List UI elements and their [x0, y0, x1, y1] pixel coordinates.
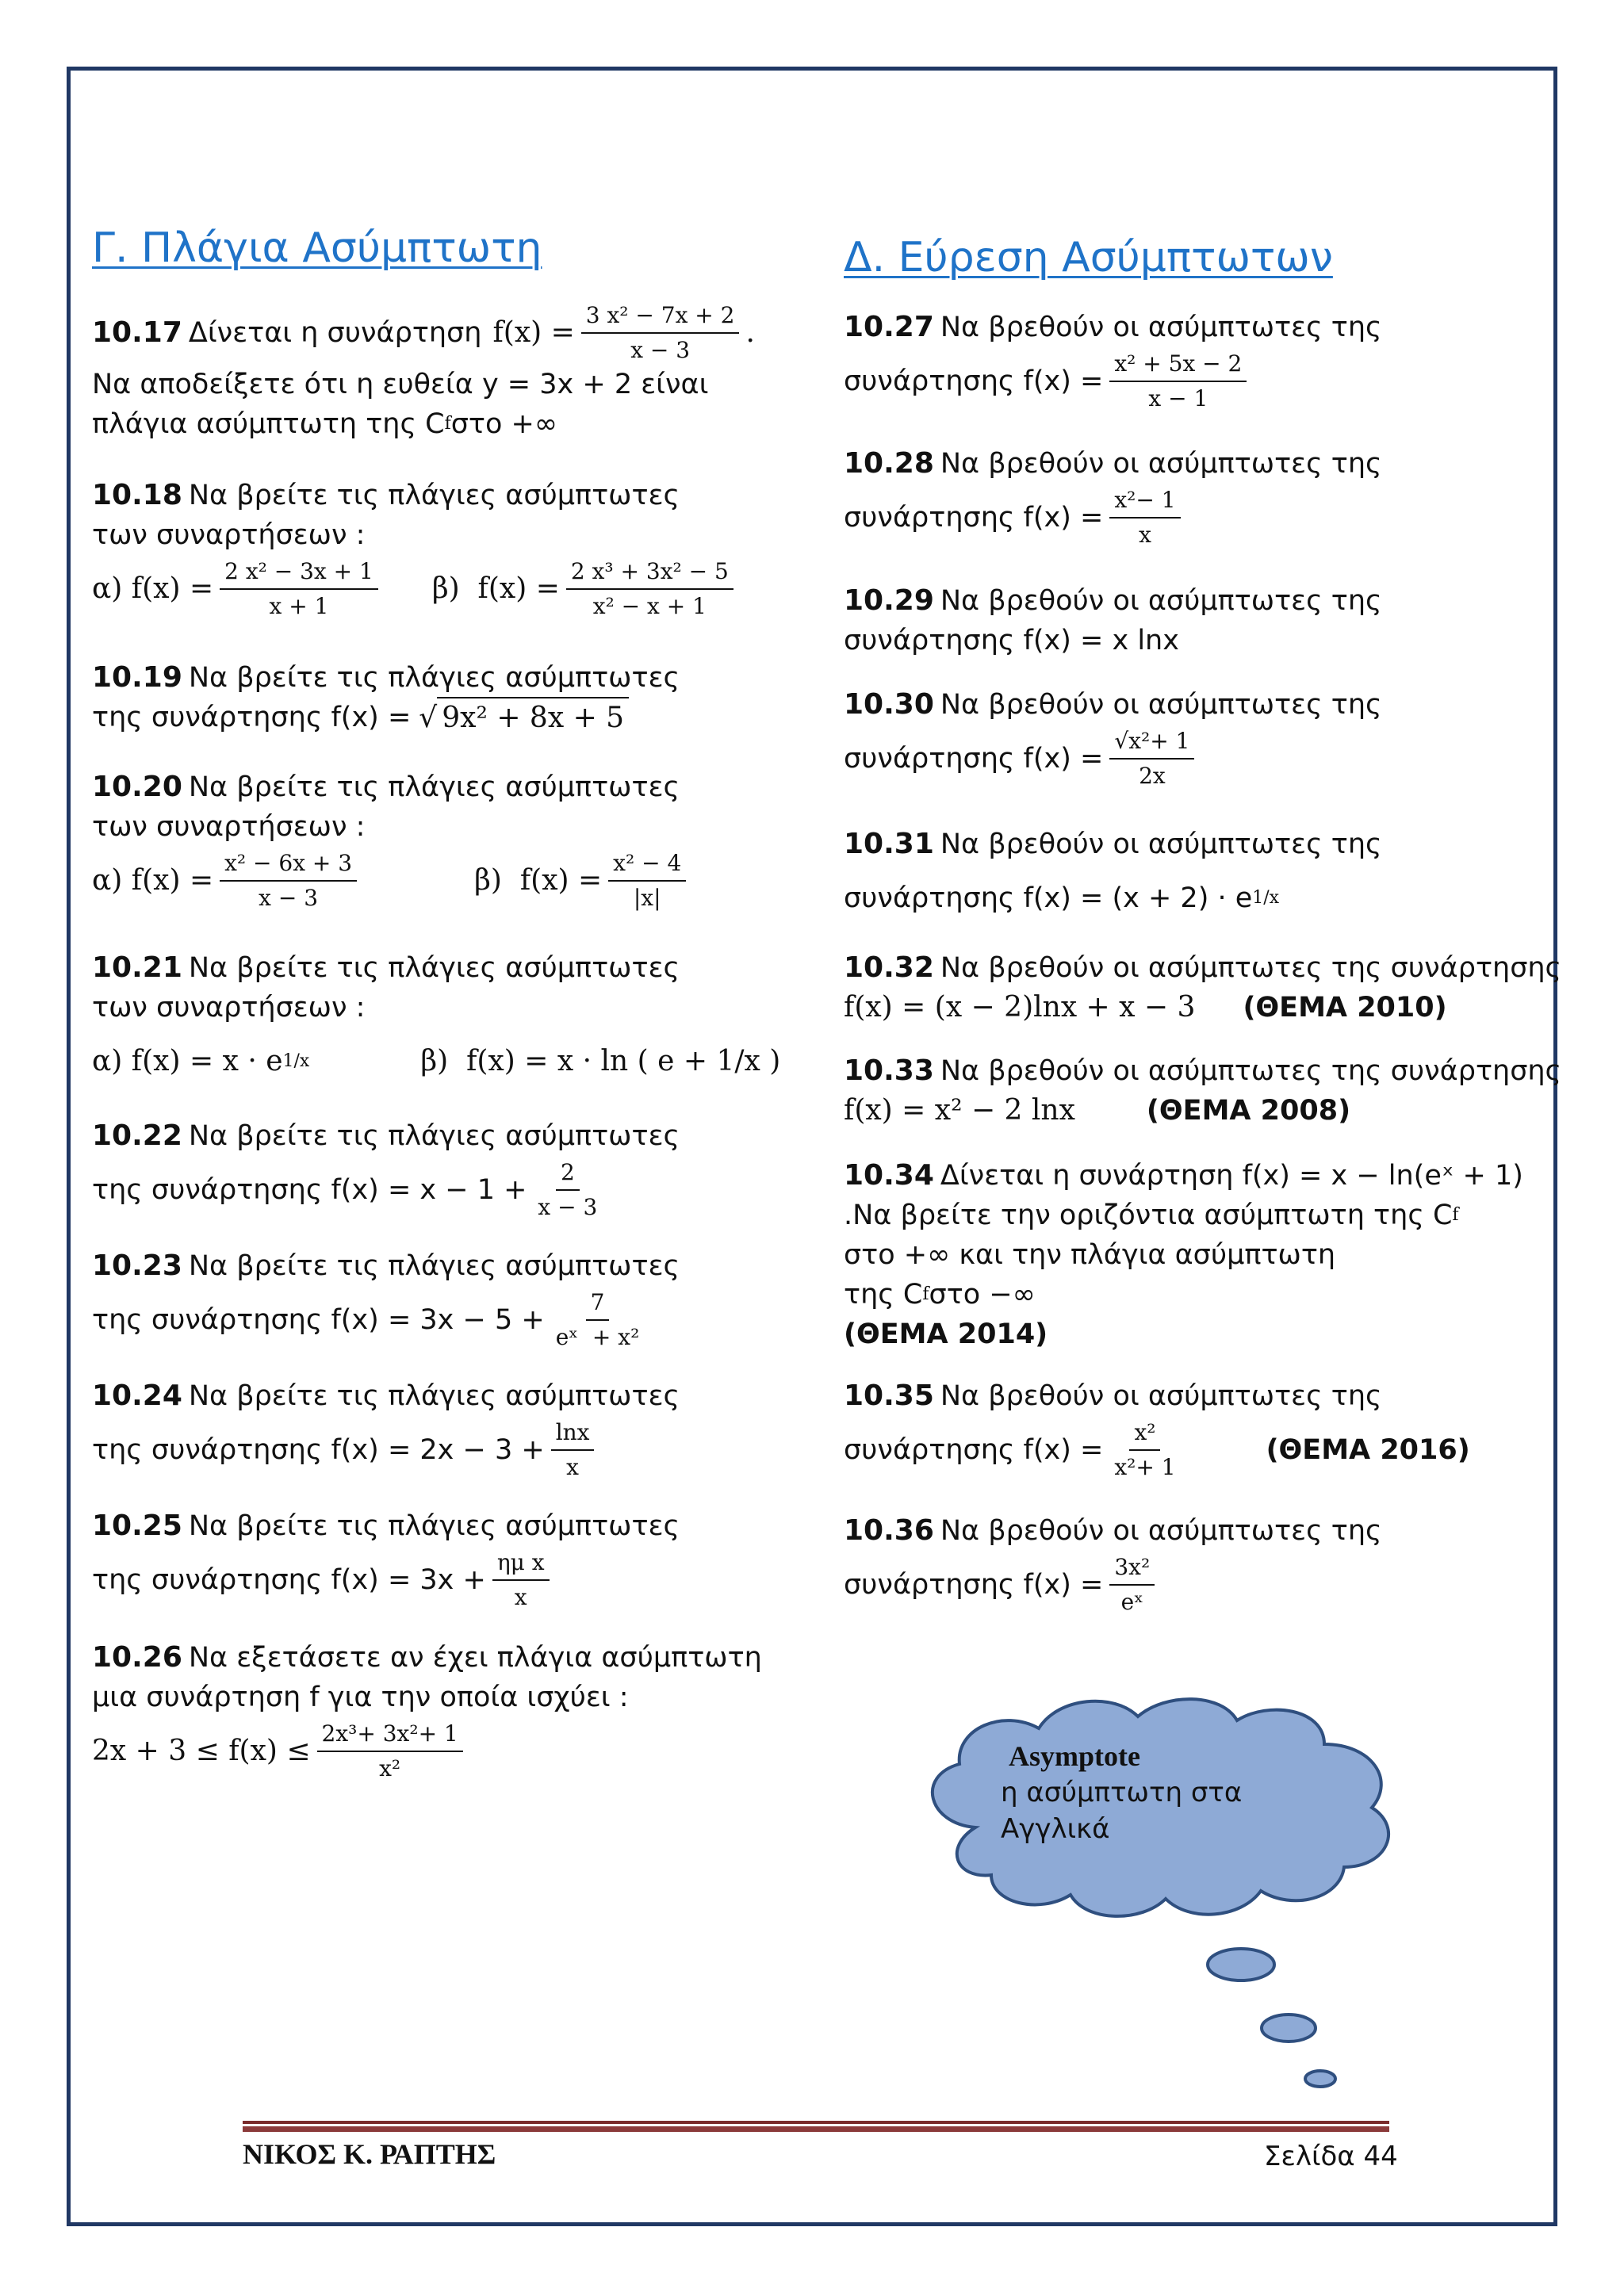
exercise-10-25 — [92, 1506, 806, 1614]
numerator: lnx — [551, 1418, 595, 1451]
exponent: 1/x — [1252, 888, 1280, 908]
fraction — [220, 848, 357, 913]
exercise-text: Να βρεθούν οι ασύμπτωτες της — [940, 312, 1382, 343]
exercise-10-29 — [844, 581, 1565, 660]
numerator: x² — [1129, 1418, 1160, 1451]
numerator: 2x³+ 3x²+ 1 — [317, 1719, 463, 1752]
part-a-label: α) f(x) = — [92, 864, 214, 897]
part-a-label: α) f(x) = x · e — [92, 1045, 283, 1077]
exercise-10-21 — [92, 948, 806, 1096]
exercise-10-30 — [844, 685, 1565, 793]
footer-author: ΝΙΚΟΣ Κ. ΡΑΠΤΗΣ — [243, 2138, 496, 2170]
numerator: 3 x² − 7x + 2 — [581, 300, 740, 334]
exercise-text: της συνάρτησης f(x) = 2x − 3 + — [92, 1434, 545, 1466]
exam-year-badge: (ΘΕΜΑ 2010) — [1243, 992, 1447, 1024]
exercise-number: 10.23 — [92, 1249, 182, 1282]
exercise-number: 10.26 — [92, 1641, 182, 1674]
exercise-text: των συναρτήσεων : — [92, 519, 366, 551]
denominator: x — [514, 1584, 527, 1610]
numerator: x²− 1 — [1109, 485, 1180, 519]
exercise-10-19 — [92, 658, 806, 737]
exercise-number: 10.27 — [844, 311, 934, 343]
exercise-number: 10.19 — [92, 661, 182, 694]
numerator: x² − 6x + 3 — [220, 848, 357, 882]
exercise-text: Δίνεται η συνάρτηση — [188, 317, 482, 349]
exercise-number: 10.32 — [844, 951, 934, 984]
exercise-number: 10.34 — [844, 1159, 934, 1192]
exercise-text: στο −∞ — [929, 1279, 1036, 1311]
exercise-text: στο +∞ — [450, 408, 558, 440]
left-section-title: Γ. Πλάγια Ασύμπτωτη — [92, 224, 542, 272]
exercise-text: συνάρτησης f(x) = — [844, 1569, 1104, 1601]
exercise-10-36 — [844, 1511, 1565, 1619]
fraction — [317, 1719, 463, 1784]
exercise-text: Να βρεθούν οι ασύμπτωτες της — [940, 448, 1382, 480]
cloud-line-1: η ασύμπτωτη στα — [1001, 1777, 1243, 1808]
part-a-label: α) f(x) = — [92, 572, 214, 605]
exercise-text: συνάρτησης f(x) = — [844, 502, 1104, 534]
denominator: x — [566, 1454, 579, 1480]
exercise-text: Να βρείτε τις πλάγιες ασύμπτωτες — [188, 771, 680, 803]
exercise-text: Να βρεθούν οι ασύμπτωτες της — [940, 585, 1382, 617]
right-section-title: Δ. Εύρεση Ασύμπτωτων — [844, 234, 1333, 281]
denominator: x²+ 1 — [1114, 1454, 1176, 1480]
denominator: |x| — [633, 885, 661, 911]
fraction — [1109, 1552, 1155, 1617]
numerator: 3x² — [1109, 1552, 1155, 1586]
function-label: f(x) = — [492, 316, 575, 349]
denominator: eˣ — [1120, 1589, 1143, 1615]
numerator: x² + 5x − 2 — [1109, 349, 1247, 382]
numerator: ημ x — [492, 1548, 550, 1581]
exercise-text: Να βρείτε τις πλάγιες ασύμπτωτες — [188, 662, 680, 694]
exercise-text: των συναρτήσεων : — [92, 811, 366, 843]
exercise-text: πλάγια ασύμπτωτη της C — [92, 408, 445, 440]
exam-year-badge: (ΘΕΜΑ 2014) — [844, 1318, 1048, 1350]
exercise-number: 10.22 — [92, 1119, 182, 1152]
fraction — [220, 557, 378, 622]
period: . — [745, 316, 755, 349]
exercise-text: συνάρτησης f(x) = — [844, 1434, 1104, 1466]
exercise-text: Να βρείτε τις πλάγιες ασύμπτωτες — [188, 1380, 680, 1412]
exponent: 1/x — [282, 1051, 310, 1071]
exercise-10-35 — [844, 1376, 1565, 1484]
subscript: f — [444, 414, 451, 434]
fraction — [1109, 1418, 1180, 1483]
fraction — [551, 1288, 645, 1353]
subscript: f — [1452, 1205, 1459, 1225]
exercise-text: Να βρεθούν οι ασύμπτωτες της — [940, 828, 1382, 860]
exercise-text: Να βρεθούν οι ασύμπτωτες της — [940, 1380, 1382, 1412]
exercise-text: της συνάρτησης f(x) = x − 1 + — [92, 1174, 527, 1206]
exercise-text: Δίνεται η συνάρτηση f(x) = x − ln(eˣ + 1) — [940, 1160, 1523, 1192]
exercise-text: Να βρεθούν οι ασύμπτωτες της συνάρτησης — [940, 952, 1562, 984]
fraction — [581, 300, 740, 365]
exercise-10-28 — [844, 444, 1565, 552]
exercise-text: συνάρτησης f(x) = — [844, 743, 1104, 775]
exercise-number: 10.33 — [844, 1054, 934, 1087]
exercise-10-26 — [92, 1638, 806, 1785]
exercise-text: Να βρείτε τις πλάγιες ασύμπτωτες — [188, 1510, 680, 1542]
exercise-10-23 — [92, 1246, 806, 1354]
exercise-10-18 — [92, 476, 806, 623]
subscript: f — [922, 1284, 929, 1304]
exercise-number: 10.24 — [92, 1380, 182, 1412]
exercise-10-27 — [844, 308, 1565, 415]
exercise-number: 10.36 — [844, 1514, 934, 1547]
exercise-number: 10.35 — [844, 1380, 934, 1412]
exercise-text: Να βρεθούν οι ασύμπτωτες της συνάρτησης — [940, 1055, 1562, 1087]
exercise-10-33 — [844, 1051, 1565, 1131]
exercise-10-34 — [844, 1156, 1565, 1354]
exam-year-badge: (ΘΕΜΑ 2016) — [1266, 1434, 1470, 1466]
fraction — [1109, 349, 1247, 414]
exercise-10-32 — [844, 948, 1565, 1027]
thought-cloud-icon — [912, 1689, 1427, 2133]
cloud-title: Asymptote — [1009, 1740, 1140, 1772]
exercise-text: της C — [844, 1279, 923, 1311]
denominator: x − 3 — [538, 1194, 598, 1220]
exercise-text: Να βρείτε τις πλάγιες ασύμπτωτες — [188, 480, 680, 511]
exercise-number: 10.21 — [92, 951, 182, 984]
cloud-line-2: Αγγλικά — [1001, 1813, 1110, 1845]
numerator: 7 — [586, 1288, 610, 1321]
denominator: eˣ + x² — [555, 1324, 640, 1350]
radicand: 9x² + 8x + 5 — [437, 697, 629, 738]
exercise-text: Να εξετάσετε αν έχει πλάγια ασύμπτωτη — [188, 1642, 762, 1674]
denominator: x − 1 — [1148, 385, 1208, 411]
denominator: x² − x + 1 — [592, 593, 707, 619]
exercise-number: 10.17 — [92, 316, 182, 349]
fraction — [1109, 726, 1194, 791]
exercise-text: των συναρτήσεων : — [92, 992, 366, 1024]
footer-divider — [243, 2121, 1389, 2132]
numerator: 2 x² − 3x + 1 — [220, 557, 378, 590]
exercise-text: της συνάρτησης f(x) = — [92, 702, 412, 733]
exercise-number: 10.18 — [92, 479, 182, 511]
numerator: x² − 4 — [608, 848, 686, 882]
part-b-label: β) f(x) = — [431, 572, 560, 605]
formula: f(x) = (x − 2)lnx + x − 3 — [844, 991, 1196, 1024]
exercise-text: Να βρεθούν οι ασύμπτωτες της — [940, 689, 1382, 721]
exercise-number: 10.30 — [844, 688, 934, 721]
exercise-text: Να αποδείξετε ότι η ευθεία y = 3x + 2 είναι — [92, 369, 709, 400]
denominator: x − 3 — [259, 885, 319, 911]
exercise-text: .Να βρείτε την οριζόντια ασύμπτωτη της C — [844, 1200, 1453, 1231]
denominator: x — [1139, 522, 1151, 548]
denominator: x − 3 — [630, 337, 691, 363]
exercise-text: συνάρτησης f(x) = (x + 2) · e — [844, 882, 1253, 914]
formula: f(x) = x² − 2 lnx — [844, 1094, 1075, 1127]
denominator: x + 1 — [269, 593, 329, 619]
exercise-text: Να βρεθούν οι ασύμπτωτες της — [940, 1515, 1382, 1547]
exercise-text: της συνάρτησης f(x) = 3x − 5 + — [92, 1304, 545, 1336]
fraction — [1109, 485, 1180, 550]
exercise-10-17 — [92, 301, 806, 444]
numerator: √x²+ 1 — [1109, 726, 1194, 760]
inequality: 2x + 3 ≤ f(x) ≤ — [92, 1735, 311, 1767]
fraction — [566, 557, 733, 622]
exam-year-badge: (ΘΕΜΑ 2008) — [1146, 1095, 1351, 1127]
footer-page-number: Σελίδα 44 — [1264, 2141, 1398, 2172]
exercise-text: Να βρείτε τις πλάγιες ασύμπτωτες — [188, 1120, 680, 1152]
square-root: √ 9x² + 8x + 5 — [419, 697, 629, 738]
exercise-number: 10.25 — [92, 1510, 182, 1542]
fraction — [533, 1158, 602, 1223]
fraction — [492, 1548, 550, 1613]
numerator: 2 — [556, 1158, 580, 1191]
part-b-label: β) f(x) = x · ln ( e + 1/x ) — [420, 1045, 781, 1077]
part-b-label: β) f(x) = — [474, 864, 603, 897]
exercise-10-24 — [92, 1376, 806, 1484]
exercise-text: στο +∞ και την πλάγια ασύμπτωτη — [844, 1239, 1336, 1271]
denominator: 2x — [1139, 763, 1166, 789]
exercise-number: 10.28 — [844, 447, 934, 480]
exercise-10-22 — [92, 1116, 806, 1224]
numerator: 2 x³ + 3x² − 5 — [566, 557, 733, 590]
exercise-text: μια συνάρτηση f για την οποία ισχύει : — [92, 1682, 629, 1713]
exercise-text: Να βρείτε τις πλάγιες ασύμπτωτες — [188, 952, 680, 984]
exercise-number: 10.29 — [844, 584, 934, 617]
fraction — [551, 1418, 595, 1483]
exercise-text: της συνάρτησης f(x) = 3x + — [92, 1564, 486, 1596]
exercise-number: 10.20 — [92, 771, 182, 803]
denominator: x² — [379, 1755, 401, 1781]
exercise-text: Να βρείτε τις πλάγιες ασύμπτωτες — [188, 1250, 680, 1282]
exercise-number: 10.31 — [844, 828, 934, 860]
exercise-text: συνάρτησης f(x) = x lnx — [844, 625, 1179, 656]
exercise-10-20 — [92, 767, 806, 915]
exercise-10-31 — [844, 825, 1565, 932]
fraction — [608, 848, 686, 913]
exercise-text: συνάρτησης f(x) = — [844, 365, 1104, 397]
